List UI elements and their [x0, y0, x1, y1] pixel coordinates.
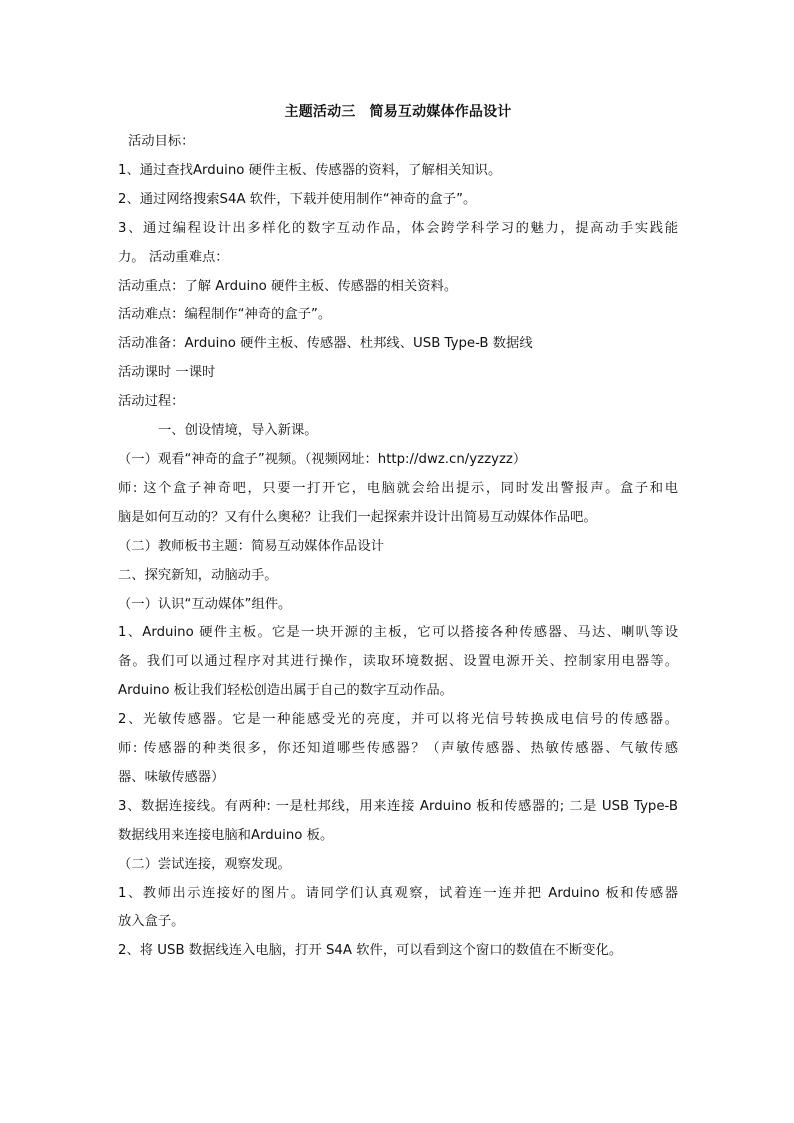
text-line: 3、通过编程设计出多样化的数字互动作品，体会跨学科学习的魅力，提高动手实践能	[118, 220, 678, 236]
text-line: 2、将 USB 数据线连入电脑，打开 S4A 软件，可以看到这个窗口的数值在不断变化。	[118, 943, 623, 959]
text-line: （二）教师板书主题：简易互动媒体作品设计	[118, 538, 384, 554]
text-line: 放入盒子。	[118, 914, 185, 930]
text-line: 1、教师出示连接好的图片。请同学们认真观察，试着连一连并把 Arduino 板和传感器	[118, 885, 678, 901]
text-line: 活动准备：Arduino 硬件主板、传感器、杜邦线、USB Type-B 数据线	[118, 336, 533, 352]
text-line: 器、味敏传感器）	[118, 769, 225, 785]
text-line: 一、创设情境，导入新课。	[158, 423, 318, 439]
text-line: 活动难点：编程制作“神奇的盒子”。	[118, 307, 332, 323]
text-line: 师: 这个盒子神奇吧，只要一打开它，电脑就会给出提示，同时发出警报声。盒子和电	[118, 480, 678, 496]
text-line: 力。 活动重难点：	[118, 249, 229, 265]
text-line: 2、光敏传感器。它是一种能感受光的亮度，并可以将光信号转换成电信号的传感器。	[118, 712, 678, 728]
text-line: 备。我们可以通过程序对其进行操作，读取环境数据、设置电源开关、控制家用电器等。	[118, 654, 678, 670]
title-main: 主题活动三	[284, 104, 356, 120]
text-line: 1、Arduino 硬件主板。它是一块开源的主板，它可以搭接各种传感器、马达、喇叭等设	[118, 625, 678, 641]
text-line: 数据线用来连接电脑和Arduino 板。	[118, 827, 334, 843]
text-line: 活动重点：了解 Arduino 硬件主板、传感器的相关资料。	[118, 278, 458, 294]
text-line: 二、探究新知，动脑动手。	[118, 567, 278, 583]
text-line: 1、通过查找Arduino 硬件主板、传感器的资料，了解相关知识。	[118, 162, 502, 178]
document-title	[118, 98, 678, 128]
title-sub: 简易互动媒体作品设计	[369, 104, 512, 120]
text-line: 活动课时 一课时	[118, 365, 216, 381]
text-line: Arduino 板让我们轻松创造出属于自己的数字互动作品。	[118, 683, 453, 699]
text-line: （一）认识“互动媒体”组件。	[118, 596, 292, 612]
text-line: 师: 传感器的种类很多，你还知道哪些传感器？（声敏传感器、热敏传感器、气敏传感	[118, 741, 678, 757]
text-line: （二）尝试连接，观察发现。	[118, 856, 291, 872]
text-line: 活动目标：	[128, 134, 195, 149]
text-line: 2、通过网络搜索S4A 软件，下载并使用制作“神奇的盒子”。	[118, 191, 477, 207]
text-line: 3、数据连接线。有两种: 一是杜邦线，用来连接 Arduino 板和传感器的; 二是 USB Type-B	[118, 798, 678, 814]
text-line: （一）观看“神奇的盒子”视频。（视频网址：http://dwz.cn/yzzyzz）	[118, 451, 527, 467]
text-line: 脑是如何互动的？又有什么奥秘？让我们一起探索并设计出简易互动媒体作品吧。	[118, 509, 597, 525]
text-line: 活动过程：	[118, 394, 185, 410]
document-body	[118, 98, 678, 966]
